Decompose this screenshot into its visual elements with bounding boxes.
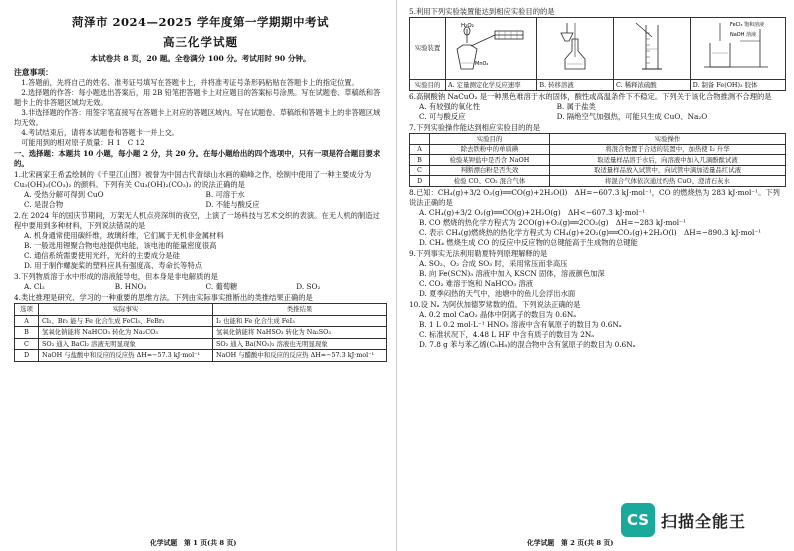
volumetric-flask-icon [545,19,605,75]
graduated-cylinder-icon [622,19,682,75]
table-cell: A [15,315,39,327]
table-row [410,165,786,176]
h2o2-label: H₂O₂ [461,23,475,29]
table-cell: C [15,338,39,350]
naoh-label: NaOH 溶液 [729,32,756,38]
option-c: C. CO₂ 难溶于饱和 NaHCO₃ 溶液 [419,278,534,288]
apparatus-c [613,18,690,80]
table-cell: 取适量样品放入试管中，向试管中滴加适量品红试液 [550,165,786,176]
reaction-rate-apparatus-icon [455,19,527,75]
notice-item: 1.答题前，先将自己的姓名、准考证号填写在答题卡上，并将准考证号条形码粘贴在答题卡上的指定位置。 [21,78,359,87]
option-d: D. 用于制作螺旋桨的塑料应具有强度高、寿命长等特点 [24,261,203,270]
question-stem: 5.利用下列实验装置能达到相应实验目的的是 [409,7,555,16]
table-cell: 将混合物置于合适的装置中，加热使 I₂ 升华 [550,144,786,155]
exam-title: 菏泽市 2024—2025 学年度第一学期期中考试 [71,15,330,29]
colloid-preparation-icon [700,19,776,75]
mno2-label: MnO₂ [475,61,489,67]
purpose-a: A. 定量测定化学反应速率 [446,79,537,91]
exam-subtitle: 高三化学试题 [163,35,238,49]
apparatus-a [446,18,537,80]
option-b: B. 1 L 0.2 mol·L⁻¹ HNO₃ 溶液中含有氧原子的数目为 0.6Nₐ [419,319,622,329]
table-cell: C [410,165,430,176]
table-cell: 氢氧化钠能将 NaHCO₃ 转化为 Na₂CO₃ [39,327,213,339]
option-d: D. 夏季闷热的天气中，池塘中的鱼儿会浮出水面 [419,288,576,298]
camscanner-app-name: 扫描全能王 [661,511,747,531]
apparatus-table [409,17,786,91]
option-c: C. 可与酸反应 [419,112,466,121]
table-row [15,315,387,327]
table-cell: B [410,155,430,166]
table-cell: 将混合气体依次通过灼热 CuO、澄清石灰水 [550,176,786,187]
camscanner-logo-icon: CS [621,503,655,537]
option-d: D. SO₂ [296,282,321,291]
option-c: C. 表示 CH₄(g)燃烧热的热化学方程式为 CH₄(g)+2O₂(g)══CO₂(g)+2H₂O(l) ΔH=−890.3 kJ·mol⁻¹ [419,227,762,237]
question-stem: 10.设 Nₐ 为阿伏加德罗常数的值。下列说法正确的是 [409,299,581,309]
table-row [410,144,786,155]
option-c: C. 葡萄糖 [205,282,238,291]
analogy-table [14,303,387,362]
apparatus-d [690,18,785,80]
table-cell: B [15,327,39,339]
table-header: 实验操作 [550,134,786,145]
question-1 [14,170,387,210]
question-stem: 3.下列物质溶于水中形成的溶液能导电，但本身是非电解质的是 [14,272,218,281]
option-a: A. 0.2 mol CaO₂ 晶体中阴离子的数目为 0.6Nₐ [419,309,577,319]
question-2 [14,211,387,271]
table-header: 类推结果 [213,304,387,316]
notice-item: 4.考试结束后，请将本试题卷和答题卡一并上交。 [21,128,179,137]
row-head: 实验装置 [410,18,446,80]
exam-info: 本试卷共 8 页，20 题。全卷满分 100 分。考试用时 90 分钟。 [90,54,311,63]
option-d: D. 隔绝空气加强热，可能只生成 CuO、Na₂O [556,112,708,121]
table-row [410,155,786,166]
table-cell: A [410,144,430,155]
table-row [410,176,786,187]
question-3 [14,272,387,292]
apparatus-b [537,18,614,80]
option-a: A. 有较强的氧化性 [419,102,480,111]
option-d: D. 7.8 g 苯与苯乙烯(C₈H₈)的混合物中含有氢原子的数目为 0.6Nₐ [419,339,636,349]
section-heading: 一、选择题：本题共 10 小题，每小题 2 分，共 20 分。在每小题给出的四个选项中，只有一项是符合题目要求的。 [14,149,381,168]
option-b: B. 一般选用锂聚合物电池提供电能，该电池的能量密度很高 [24,241,217,250]
option-c: C. 是混合物 [24,200,64,209]
table-cell: 取适量样品溶于水后，向溶液中加入几滴酚酞试液 [550,155,786,166]
purpose-d: D. 制备 Fe(OH)₃ 胶体 [690,79,785,91]
table-header: 实验目的 [430,134,550,145]
question-stem: 7.下列实验操作能达到相应实验目的的是 [409,123,541,132]
table-cell: NaOH 与盐酸中和反应的反应热 ΔH=−57.3 kJ·mol⁻¹ [39,350,213,362]
table-cell: 判断漂白粉是否失效 [430,165,550,176]
fecl3-label: FeCl₃ 饱和溶液 [729,22,764,28]
option-c: C. 标准状况下，4.48 L HF 中含有质子的数目为 2Nₐ [419,329,595,339]
option-b: B. CO 燃烧的热化学方程式为 2CO(g)+O₂(g)══2CO₂(g) ΔH=−283 kJ·mol⁻¹ [419,217,686,227]
table-row [15,338,387,350]
table-header: 选项 [15,304,39,316]
option-d: D. CH₄ 燃烧生成 CO 的反应中反应物的总键能高于生成物的总键能 [419,237,638,247]
question-5 [409,7,786,91]
question-7 [409,123,786,187]
purpose-c: C. 稀释浓硫酸 [613,79,690,91]
notice-item: 2.选择题的作答：每小题选出答案后，用 2B 铅笔把答题卡上对应题目的答案标号涂黑。写在试题卷、草稿纸和答题卡上的非答题区域均无效。 [14,88,381,107]
table-row [15,327,387,339]
question-stem: 6.高铜酸钠 NaCuO₂ 是一种黑色难溶于水的固体，酸性或高温条件下不稳定。下列关于该化合物推测不合理的是 [409,92,772,101]
question-stem: 8.已知：CH₄(g)+3/2 O₂(g)══CO(g)+2H₂O(l) ΔH=−607.3 kJ·mol⁻¹，CO 的燃烧热为 283 kJ·mol⁻¹。下列说法正确的是 [409,187,780,207]
option-b: B. 属于盐类 [556,102,596,111]
notice-title: 注意事项： [14,68,53,77]
option-a: A. CH₄(g)+3/2 O₂(g)══CO(g)+2H₂O(g) ΔH<−607.3 kJ·mol⁻¹ [419,207,646,217]
operation-table [409,133,786,187]
option-b: B. 可溶于水 [205,190,245,199]
table-cell: 氢氧化钠能将 NaHSO₃ 转化为 Na₂SO₃ [213,327,387,339]
table-header [410,134,430,145]
option-a: A. 受热分解可得到 CuO [24,190,104,199]
question-4 [14,293,387,362]
atomic-mass-note: 可能用到的相对原子质量：H 1 C 12 [21,138,145,147]
question-8 [409,188,786,248]
table-row [15,350,387,362]
table-cell: 除去铁粉中的单质碘 [430,144,550,155]
question-9 [409,249,786,299]
option-a: A. SO₂、O₂ 合成 SO₃ 时，采用常压而非高压 [419,258,568,268]
option-d: D. 不能与酸反应 [205,200,260,209]
page-footer: 化学试题 第 1 页(共 8 页) [150,539,237,547]
table-cell: SO₂ 通入 Ba(NO₃)₂ 溶液也无明显现象 [213,338,387,350]
table-cell: Cl₂、Br₂ 能与 Fe 化合生成 FeCl₃、FeBr₃ [39,315,213,327]
table-cell: D [410,176,430,187]
question-stem: 1.北宋画家王希孟绘制的《千里江山图》被誉为中国古代青绿山水画的巅峰之作，绘制中使用了一种主要成分为 Cu₃(OH)₂(CO₃)₂ 的颜料。下列有关 Cu₃(OH)₂(CO₃)₂ 的说法正确的是 [14,170,372,189]
camscanner-watermark [617,498,787,542]
purpose-b: B. 转移溶液 [537,79,614,91]
question-stem: 4.类比推理是研究、学习的一种重要的思维方法。下列由实际事实推断出的类推结果正确的是 [14,293,313,302]
question-6 [409,92,786,122]
table-cell: D [15,350,39,362]
table-header: 实际事实 [39,304,213,316]
table-cell: I₂ 也能和 Fe 化合生成 FeI₃ [213,315,387,327]
option-a: A. 机身通常使用碳纤维，玻璃纤维，它们属于无机非金属材料 [24,231,224,240]
option-b: B. 向 Fe(SCN)₃ 溶液中加入 KSCN 固体，溶液颜色加深 [419,268,605,278]
question-stem: 9.下列事实无法利用勒夏特列原理解释的是 [409,248,548,258]
row-head: 实验目的 [410,79,446,91]
option-b: B. HNO₃ [114,282,147,291]
exam-page-2 [397,0,794,551]
option-c: C. 通信系统需要使用光纤，光纤的主要成分是硅 [24,251,180,260]
question-10 [409,300,786,350]
table-cell: SO₂ 通入 BaCl₂ 溶液无明显现象 [39,338,213,350]
question-stem: 2.在 2024 年的国庆节期间，万架无人机点亮深圳的夜空，上演了一场科技与艺术交织的表演。在无人机的制造过程中要用到多种材料，下列说法错误的是 [14,211,380,230]
notice-item: 3.非选择题的作答：用签字笔直接写在答题卡上对应的答题区域内。写在试题卷、草稿纸和答题卡上的非答题区域均无效。 [14,108,381,127]
table-cell: 检验某钾盐中是否含 NaOH [430,155,550,166]
option-a: A. Cl₂ [24,282,45,291]
page-footer: 化学试题 第 2 页(共 8 页) [527,539,614,547]
table-cell: NaOH 与醋酸中和反应的反应热 ΔH=−57.3 kJ·mol⁻¹ [213,350,387,362]
table-cell: 检验 CO、CO₂ 混合气体 [430,176,550,187]
